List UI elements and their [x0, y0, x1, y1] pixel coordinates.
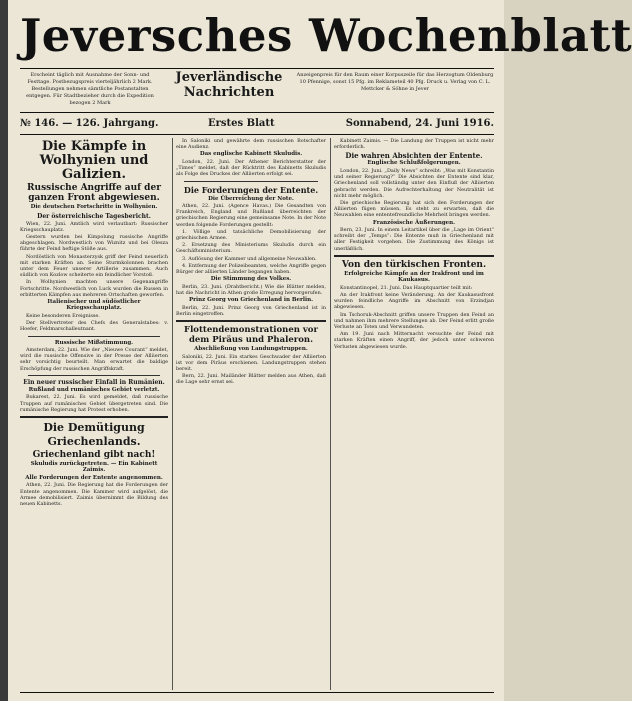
- paragraph: Im Tschoruk-Abschnitt griffen unsere Truppen den Feind an und nahmen ihm mehrere Stellungen ab. Der Feind erlitt große Verluste an Toten und Verwundeten.: [334, 311, 494, 331]
- dateline-top-rule: [20, 112, 494, 113]
- subhead-german-progress: Die deutschen Fortschritte in Wolhynien.: [30, 204, 158, 210]
- divider: [28, 336, 160, 337]
- page-bottom-rule: [20, 692, 494, 693]
- divider-heavy: [20, 416, 168, 418]
- paragraph: Athen, 22. Juni. (Agence Havas.) Die Gesandten von Frankreich, England und Rußland überreichten der griechischen Regierung eine gemeinsame Note. In der Note werden folgende Forderungen gestellt:: [176, 203, 326, 228]
- column-rule-2: [330, 138, 331, 690]
- paragraph: 2. Ersetzung des Ministeriums Skuludis durch ein Geschäftsministerium.: [176, 242, 326, 255]
- paragraph: Bern, 23. Juni. In einem Leitartikel über die „Lage im Orient“ schreibt der „Temps“: Die Entente muß in Griechenland mit aller Festigkeit vorgehen. Die Zustimmung des Königs ist unerläßlich.: [334, 227, 494, 252]
- column-3: [334, 138, 494, 690]
- paragraph: London, 22. Juni. Der Athener Berichterstatter der „Times“ meldet, daß der Rücktritt des Kabinetts Skuludis als Folge des Druckes der Alliierten erfolgt sei.: [176, 158, 326, 178]
- subsection-note-delivery: Die Überreichung der Note.: [208, 195, 294, 202]
- paragraph: Berlin, 23. Juni. (Drahtbericht.) Wie die Blätter melden, hat die Nachricht in Athen große Erregung hervorgerufen.: [176, 283, 326, 296]
- dateline: [20, 116, 494, 132]
- page-binding-edge: [0, 0, 8, 701]
- paragraph: Die griechische Regierung hat sich den Forderungen der Alliierten fügen müssen. Es steht zu erwarten, daß die Neuwahlen eine ententefreundliche Mehrheit bringen werden.: [334, 199, 494, 219]
- paragraph: 3. Auflösung der Kammer und allgemeine Neuwahlen.: [182, 255, 317, 262]
- paragraph: Konstantinopel, 21. Juni. Das Hauptquartier teilt mit:: [340, 284, 473, 291]
- subtitle-line-1: Jeverländische: [175, 70, 283, 85]
- paragraph: Gestern wurden bei Kimpolung russische Angriffe abgeschlagen. Nordwestlich von Wiznitz und bei Olesza führte der Feind heftige Stöße aus.: [20, 233, 168, 253]
- subsection-french-remarks: Französische Äußerungen.: [372, 219, 456, 226]
- divider: [28, 375, 160, 376]
- paragraph: Wien, 22. Juni. Amtlich wird verlautbart: Russischer Kriegsschauplatz.: [20, 220, 168, 233]
- masthead-rule: [20, 68, 494, 69]
- paragraph: Kabinett Zaimis. — Die Landung der Truppen ist nicht mehr erforderlich.: [334, 138, 494, 151]
- headline-turkish-fronts: Von den türkischen Fronten.: [341, 259, 487, 270]
- paragraph: Keine besonderen Ereignisse.: [26, 312, 100, 319]
- section-successful-fighting: Erfolgreiche Kämpfe an der Irakfront und im Kaukasus.: [344, 270, 484, 284]
- paragraph: Berlin, 22. Juni. Prinz Georg von Griechenland ist in Berlin eingetroffen.: [176, 304, 326, 317]
- subhead-greece-yields: Griechenland gibt nach!: [32, 449, 156, 460]
- column-1: [20, 138, 168, 690]
- subsection-romanian-territory: Rußland und rumänisches Gebiet verletzt.: [28, 386, 160, 393]
- paragraph: Am 19. Juni nach Mitternacht versuchte der Feind mit starken Kräften einen Angriff, der jedoch unter schweren Verlusten abgewiesen wurde.: [334, 331, 494, 350]
- paragraph: 4. Entfernung der Polizeibeamten, welche Angriffe gegen Bürger der alliierten Länder begangen haben.: [176, 262, 326, 276]
- issue-date: Sonnabend, 24. Juni 1916.: [345, 118, 494, 129]
- section-entente-demands: Die Forderungen der Entente.: [183, 184, 319, 195]
- column-2: [176, 138, 326, 690]
- paragraph: Bern, 22. Juni. Mailänder Blätter melden aus Athen, daß die Lage sehr ernst sei.: [176, 373, 326, 386]
- issue-number: № 146. — 126. Jahrgang.: [20, 118, 159, 129]
- paragraph: London, 22. Juni. „Daily News“ schreibt: „Was mit Konstantin und seiner Regierung?“ Die Absichten der Entente sind klar, Griechenland soll vollständig unter den Einfluß der Alliierten gebracht werden. Die Aufrechterhaltung der Neutralität ist nicht mehr möglich.: [334, 167, 494, 199]
- section-english-cabinet: Das englische Kabinett Skuludis.: [199, 151, 303, 158]
- divider: [184, 181, 318, 182]
- paragraph: In Saloniki und gewährte dem russischen Botschafter eine Audienz.: [176, 138, 326, 151]
- paragraph: An der Irakfront keine Veränderung. An der Kaukasusfront wurden feindliche Angriffe im Abschnitt von Erzindjan abgewiesen.: [334, 292, 494, 311]
- dateline-bottom-rule: [20, 134, 494, 135]
- paragraph: Amsterdam, 22. Juni. Wie der „Nieuwe Courant“ meldet, wird die russische Offensive in der Presse der Alliierten sehr vorsichtig beurteilt. Man erwartet die baldige Erschöpfung der russischen Angriffskraft.: [20, 347, 168, 372]
- masthead-title: Jeversches Wochenblatt: [20, 9, 632, 62]
- paragraph: Saloniki, 22. Juni. Ein starkes Geschwader der Alliierten ist vor dem Piräus erschienen. Landungstruppen stehen bereit.: [176, 353, 326, 372]
- section-demands-accepted: Alle Forderungen der Entente angenommen.: [25, 474, 163, 481]
- headline-greece: Die Demütigung Griechenlands.: [43, 420, 145, 448]
- subhead-russian-attacks: Russische Angriffe auf der ganzen Front abgewiesen.: [27, 183, 161, 203]
- sheet-label: Erstes Blatt: [208, 118, 275, 129]
- subsection-english-conclusions: Englische Schlußfolgerungen.: [367, 160, 461, 167]
- advertising-info: Anzeigenpreis für den Raum einer Korpuszeile für das Herzogtum Oldenburg 10 Pfennige, sonst 15 Pfg. im Reklameteil 40 Pfg. Druck u. Verlag von C. L. Mettcker & Söhne in Jever: [296, 72, 494, 92]
- paragraph: Der Stellvertreter des Chefs des Generalstabes: v. Hoefer, Feldmarschalleutnant.: [20, 320, 168, 333]
- subhead-skuludis: Skuludis zurückgetreten. — Ein Kabinett Zaimis.: [30, 460, 158, 474]
- section-public-mood: Die Stimmung des Volkes.: [210, 276, 292, 283]
- section-austrian-report: Der österreichische Tagesbericht.: [37, 212, 151, 220]
- subtitle-line-2: Nachrichten: [183, 85, 275, 100]
- paragraph: Nordöstlich von Monasterzysk griff der Feind neuerlich mit starken Kräften an. Seine Sturmkolonnen brachen unter dem Feuer unserer Artillerie zusammen. Auch südlich von Kozlow scheiterte ein feindlicher Vorstoß.: [20, 253, 168, 279]
- paragraph: 1. Völlige und tatsächliche Demobilisierung der griechischen Armee.: [176, 228, 326, 242]
- paragraph: Athen, 22. Juni. Die Regierung hat die Forderungen der Entente angenommen. Die Kammer wird aufgelöst, die Armee demobilisiert. Zaimis übernimmt die Bildung des neuen Kabinetts.: [20, 482, 168, 508]
- section-landing-troops: Abschließung von Landungstruppen.: [194, 346, 308, 353]
- section-prince-georg: Prinz Georg von Griechenland in Berlin.: [188, 297, 314, 304]
- headline-wolhynien: Die Kämpfe in Wolhynien und Galizien.: [39, 139, 149, 182]
- section-entente-intentions: Die wahren Absichten der Entente.: [345, 151, 483, 161]
- paragraph: In Wolhynien machten unsere Gegenangriffe Fortschritte. Nordwestlich von Luck wurden die Russen in erbitterten Kämpfen aus mehreren Ortschaften geworfen.: [20, 279, 168, 298]
- paragraph: Bukarest, 22. Juni. Es wird gemeldet, daß russische Truppen auf rumänisches Gebiet übergetreten sind. Die rumänische Regierung hat Protest erhoben.: [20, 394, 168, 413]
- divider-heavy: [176, 320, 326, 322]
- subscription-info: Erscheint täglich mit Ausnahme der Sonn- und Festtage. Postbezugspreis vierteljährlich 2 Mark. Bestellungen nehmen sämtliche Postanstalten entgegen. Für Stadtbezieher durch die Expedition bezogen 2 Mark: [26, 72, 154, 106]
- section-russian-incursion: Ein neuer russischer Einfall in Rumänien.: [23, 378, 165, 386]
- section-russian-discontent: Russische Mißstimmung.: [54, 339, 134, 346]
- section-italian-front: Italienischer und südöstlicher Kriegsschauplatz.: [47, 298, 141, 312]
- subtitle-block: [168, 70, 290, 100]
- column-rule-1: [172, 138, 173, 690]
- headline-fleet: Flottendemonstrationen vor dem Piräus und Phaleron.: [184, 325, 318, 346]
- divider-heavy: [334, 255, 494, 257]
